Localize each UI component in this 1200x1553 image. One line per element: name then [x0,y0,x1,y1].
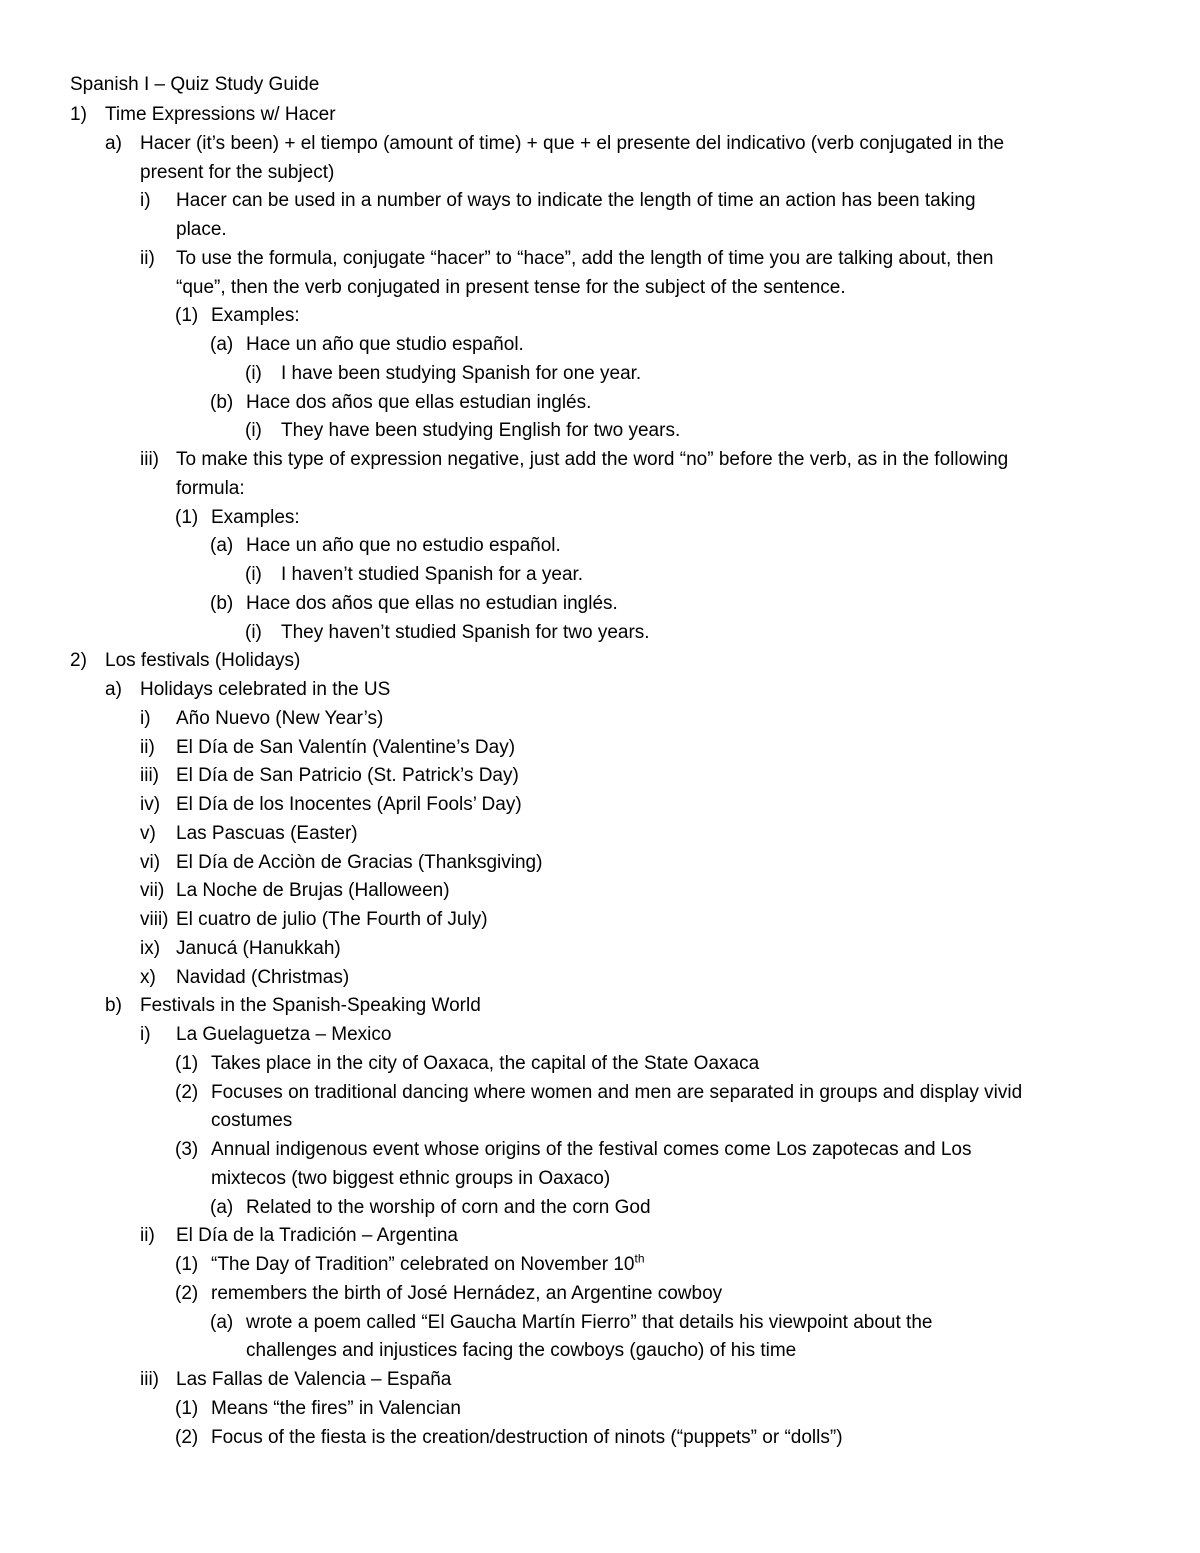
outline-text-content: Las Pascuas (Easter) [176,822,358,844]
outline-text-content: wrote a poem called “El Gaucha Martín Fierro” that details his viewpoint about the [246,1311,933,1333]
outline-text [176,905,488,935]
outline-line [0,1106,1200,1136]
outline-marker: iii) [140,1369,159,1390]
outline-text-content: El Día de Acciòn de Gracias (Thanksgiving) [176,851,543,873]
outline-line [0,733,1200,763]
outline-text-content: El Día de la Tradición – Argentina [176,1225,459,1247]
outline-text [246,1193,651,1223]
outline-text [140,129,1004,159]
outline-text [281,359,641,389]
outline-text [176,963,349,993]
outline-text [281,416,680,446]
outline-text-content: Related to the worship of corn and the corn God [246,1196,651,1218]
outline-line [0,1135,1200,1165]
outline-text-content: El Día de San Patricio (St. Patrick’s Day) [176,765,519,787]
outline-line [0,589,1200,619]
outline-text-content: I haven’t studied Spanish for a year. [281,564,584,585]
outline-line [0,158,1200,188]
outline-text-content: formula: [176,477,245,499]
outline-marker: i) [140,707,151,729]
outline-text [211,1423,843,1453]
outline-text-content: Examples: [211,506,300,528]
outline-text-content: present for the subject) [140,161,335,183]
outline-text [176,934,341,964]
outline-text-content: Examples: [211,305,300,327]
outline-text-content: Hace un año que no estudio español. [246,535,561,557]
outline-text [176,848,542,878]
outline-text [211,1164,610,1194]
outline-text-content: They have been studying English for two years. [281,420,681,442]
outline-text [105,646,300,676]
outline-line [0,1336,1200,1366]
outline-text-content: Hace dos años que ellas no estudian inglés. [246,592,618,614]
outline-marker: (2) [175,1426,199,1448]
outline-marker: (3) [175,1139,199,1160]
outline-text-content: Las Fallas de Valencia – España [176,1369,452,1390]
outline-text [176,474,245,504]
outline-text [246,589,618,619]
outline-line [0,876,1200,906]
outline-text-content: “The Day of Tradition” celebrated on November 10 [211,1254,635,1275]
outline-marker: 1) [70,104,87,125]
outline-line [0,1221,1200,1251]
outline-text [176,244,994,274]
outline-line [0,560,1200,590]
outline-line [0,618,1200,648]
outline-text-content: Means “the fires” in Valencian [211,1397,461,1419]
outline-text [140,675,390,705]
outline-marker: (a) [210,535,234,557]
outline-line [0,273,1200,303]
outline-text [176,704,383,734]
outline-text [246,330,524,360]
outline-line [0,934,1200,964]
outline-line [0,1279,1200,1309]
outline-text [246,388,591,418]
outline-text [211,1279,722,1309]
outline-line [0,790,1200,820]
outline-text [281,560,583,590]
outline-text-content: Hace dos años que ellas estudian inglés. [246,391,592,413]
outline-text [176,876,450,906]
outline-text [176,445,1008,475]
outline-marker: a) [105,132,122,154]
outline-text-content: Hacer (it’s been) + el tiempo (amount of time) + que + el presente del indicativo (verb conjugated in the [140,132,1005,154]
outline-marker: (1) [175,506,199,528]
outline-marker: b) [105,995,122,1017]
outline-text-content: Focuses on traditional dancing where women and men are separated in groups and display vivid [211,1081,1023,1103]
outline-text [246,1336,796,1366]
outline-text [176,819,358,849]
outline-marker: (b) [210,391,234,413]
outline-line [0,1308,1200,1338]
outline-line [0,474,1200,504]
outline-text-content: La Guelaguetza – Mexico [176,1024,392,1045]
outline-text [281,618,650,648]
outline-line [0,1365,1200,1395]
outline-text-content: Hace un año que studio español. [246,334,524,355]
outline-line [0,1250,1200,1280]
outline-text [176,215,227,245]
outline-text [140,991,481,1021]
outline-text-content: Takes place in the city of Oaxaca, the capital of the State Oaxaca [211,1052,760,1074]
outline-line [0,445,1200,475]
outline-line [0,1394,1200,1424]
outline-marker: viii) [140,909,169,930]
outline-line [0,1078,1200,1108]
outline-line [0,819,1200,849]
outline-text-content: To use the formula, conjugate “hacer” to “hace”, add the length of time you are talking about, then [176,247,994,269]
outline-line [0,531,1200,561]
outline-text-content: costumes [211,1110,293,1132]
outline-text-content: Annual indigenous event whose origins of the festival comes come Los zapotecas and Los [211,1139,972,1160]
outline-line [0,704,1200,734]
outline-text [211,503,300,533]
document-title: Spanish I – Quiz Study Guide [70,74,320,95]
ordinal-suffix: th [634,1251,645,1266]
outline-text-content: Festivals in the Spanish-Speaking World [140,995,481,1017]
outline-marker: (2) [175,1282,199,1304]
outline-text-content: Navidad (Christmas) [176,966,350,988]
outline-text [211,1250,645,1280]
outline-text [176,790,522,820]
outline-marker: (2) [175,1081,199,1103]
outline-text-content: El Día de San Valentín (Valentine’s Day) [176,736,516,758]
outline-marker: (a) [210,334,234,355]
outline-line [0,186,1200,216]
outline-line [0,675,1200,705]
outline-marker: x) [140,966,156,988]
outline-marker: i) [140,190,151,212]
outline-marker: ii) [140,736,155,758]
outline-text [211,1049,759,1079]
outline-text-content: To make this type of expression negative, just add the word “no” before the verb, as in the following [176,449,1009,470]
outline-line [0,301,1200,331]
outline-text-content: Hacer can be used in a number of ways to indicate the length of time an action has been taking [176,190,976,212]
outline-text [176,186,976,216]
outline-text [176,1020,391,1050]
outline-text [211,1135,971,1165]
outline-marker: (i) [245,621,262,643]
outline-text-content: place. [176,219,227,240]
outline-text [246,531,561,561]
outline-text-content: La Noche de Brujas (Halloween) [176,880,450,902]
outline-line [0,761,1200,791]
outline-marker: ii) [140,247,155,269]
outline-marker: (1) [175,1254,199,1275]
outline-marker: (i) [245,420,262,442]
outline-text [176,1221,458,1251]
document-title-line [0,70,1200,100]
outline-line [0,1193,1200,1223]
outline-line [0,1164,1200,1194]
outline-text-content: El Día de los Inocentes (April Fools’ Day) [176,794,522,815]
outline-marker: 2) [70,650,87,672]
outline-text-content: El cuatro de julio (The Fourth of July) [176,909,488,930]
outline-line [0,359,1200,389]
outline-marker: (1) [175,1397,199,1419]
outline-marker: ix) [140,937,161,959]
outline-line [0,388,1200,418]
outline-text-content: “que”, then the verb conjugated in present tense for the subject of the sentence. [176,276,846,298]
outline-text-content: Año Nuevo (New Year’s) [176,707,384,729]
outline-text-content: They haven’t studied Spanish for two years. [281,621,650,643]
outline-line [0,215,1200,245]
outline-marker: a) [105,679,122,700]
outline-marker: v) [140,822,156,844]
outline-text-content: Focus of the fiesta is the creation/destruction of ninots (“puppets” or “dolls”) [211,1426,843,1448]
outline-marker: (i) [245,362,262,384]
outline-text-content: Los festivals (Holidays) [105,650,301,672]
outline-marker: iii) [140,765,159,787]
outline-line [0,991,1200,1021]
outline-text [211,1394,461,1424]
outline-text [140,158,334,188]
outline-marker: vi) [140,851,161,873]
outline-marker: (a) [210,1311,234,1333]
outline-line [0,416,1200,446]
outline-line [0,905,1200,935]
outline-line [0,1423,1200,1453]
outline-line [0,244,1200,274]
outline-text [211,1106,292,1136]
outline-text [105,100,336,130]
outline-line [0,330,1200,360]
outline-text [176,273,846,303]
outline-marker: iv) [140,794,161,815]
outline-marker: (i) [245,564,262,585]
outline-marker: (a) [210,1196,234,1218]
outline-text [176,1365,451,1395]
outline-text-content: remembers the birth of José Hernádez, an Argentine cowboy [211,1282,723,1304]
outline-text [211,301,300,331]
outline-text-content: Janucá (Hanukkah) [176,937,341,959]
outline-marker: vii) [140,880,165,902]
outline-line [0,1020,1200,1050]
outline-text-content: mixtecos (two biggest ethnic groups in Oaxaco) [211,1167,611,1189]
outline-line [0,848,1200,878]
outline-marker: ii) [140,1225,155,1247]
outline-line [0,963,1200,993]
outline-line [0,1049,1200,1079]
outline-line [0,100,1200,130]
outline-text-content: Holidays celebrated in the US [140,679,391,700]
outline-marker: iii) [140,449,159,470]
outline-text [176,761,519,791]
outline-marker: (b) [210,592,234,614]
outline-marker: (1) [175,305,199,327]
outline-text [176,733,515,763]
outline-text [211,1078,1022,1108]
outline-marker: i) [140,1024,151,1045]
outline-line [0,129,1200,159]
outline-marker: (1) [175,1052,199,1074]
outline-text-content: challenges and injustices facing the cowboys (gaucho) of his time [246,1340,797,1362]
outline-text-content: I have been studying Spanish for one year. [281,362,642,384]
outline-line [0,503,1200,533]
outline-text [246,1308,932,1338]
outline-text-content: Time Expressions w/ Hacer [105,104,336,125]
outline-line [0,646,1200,676]
